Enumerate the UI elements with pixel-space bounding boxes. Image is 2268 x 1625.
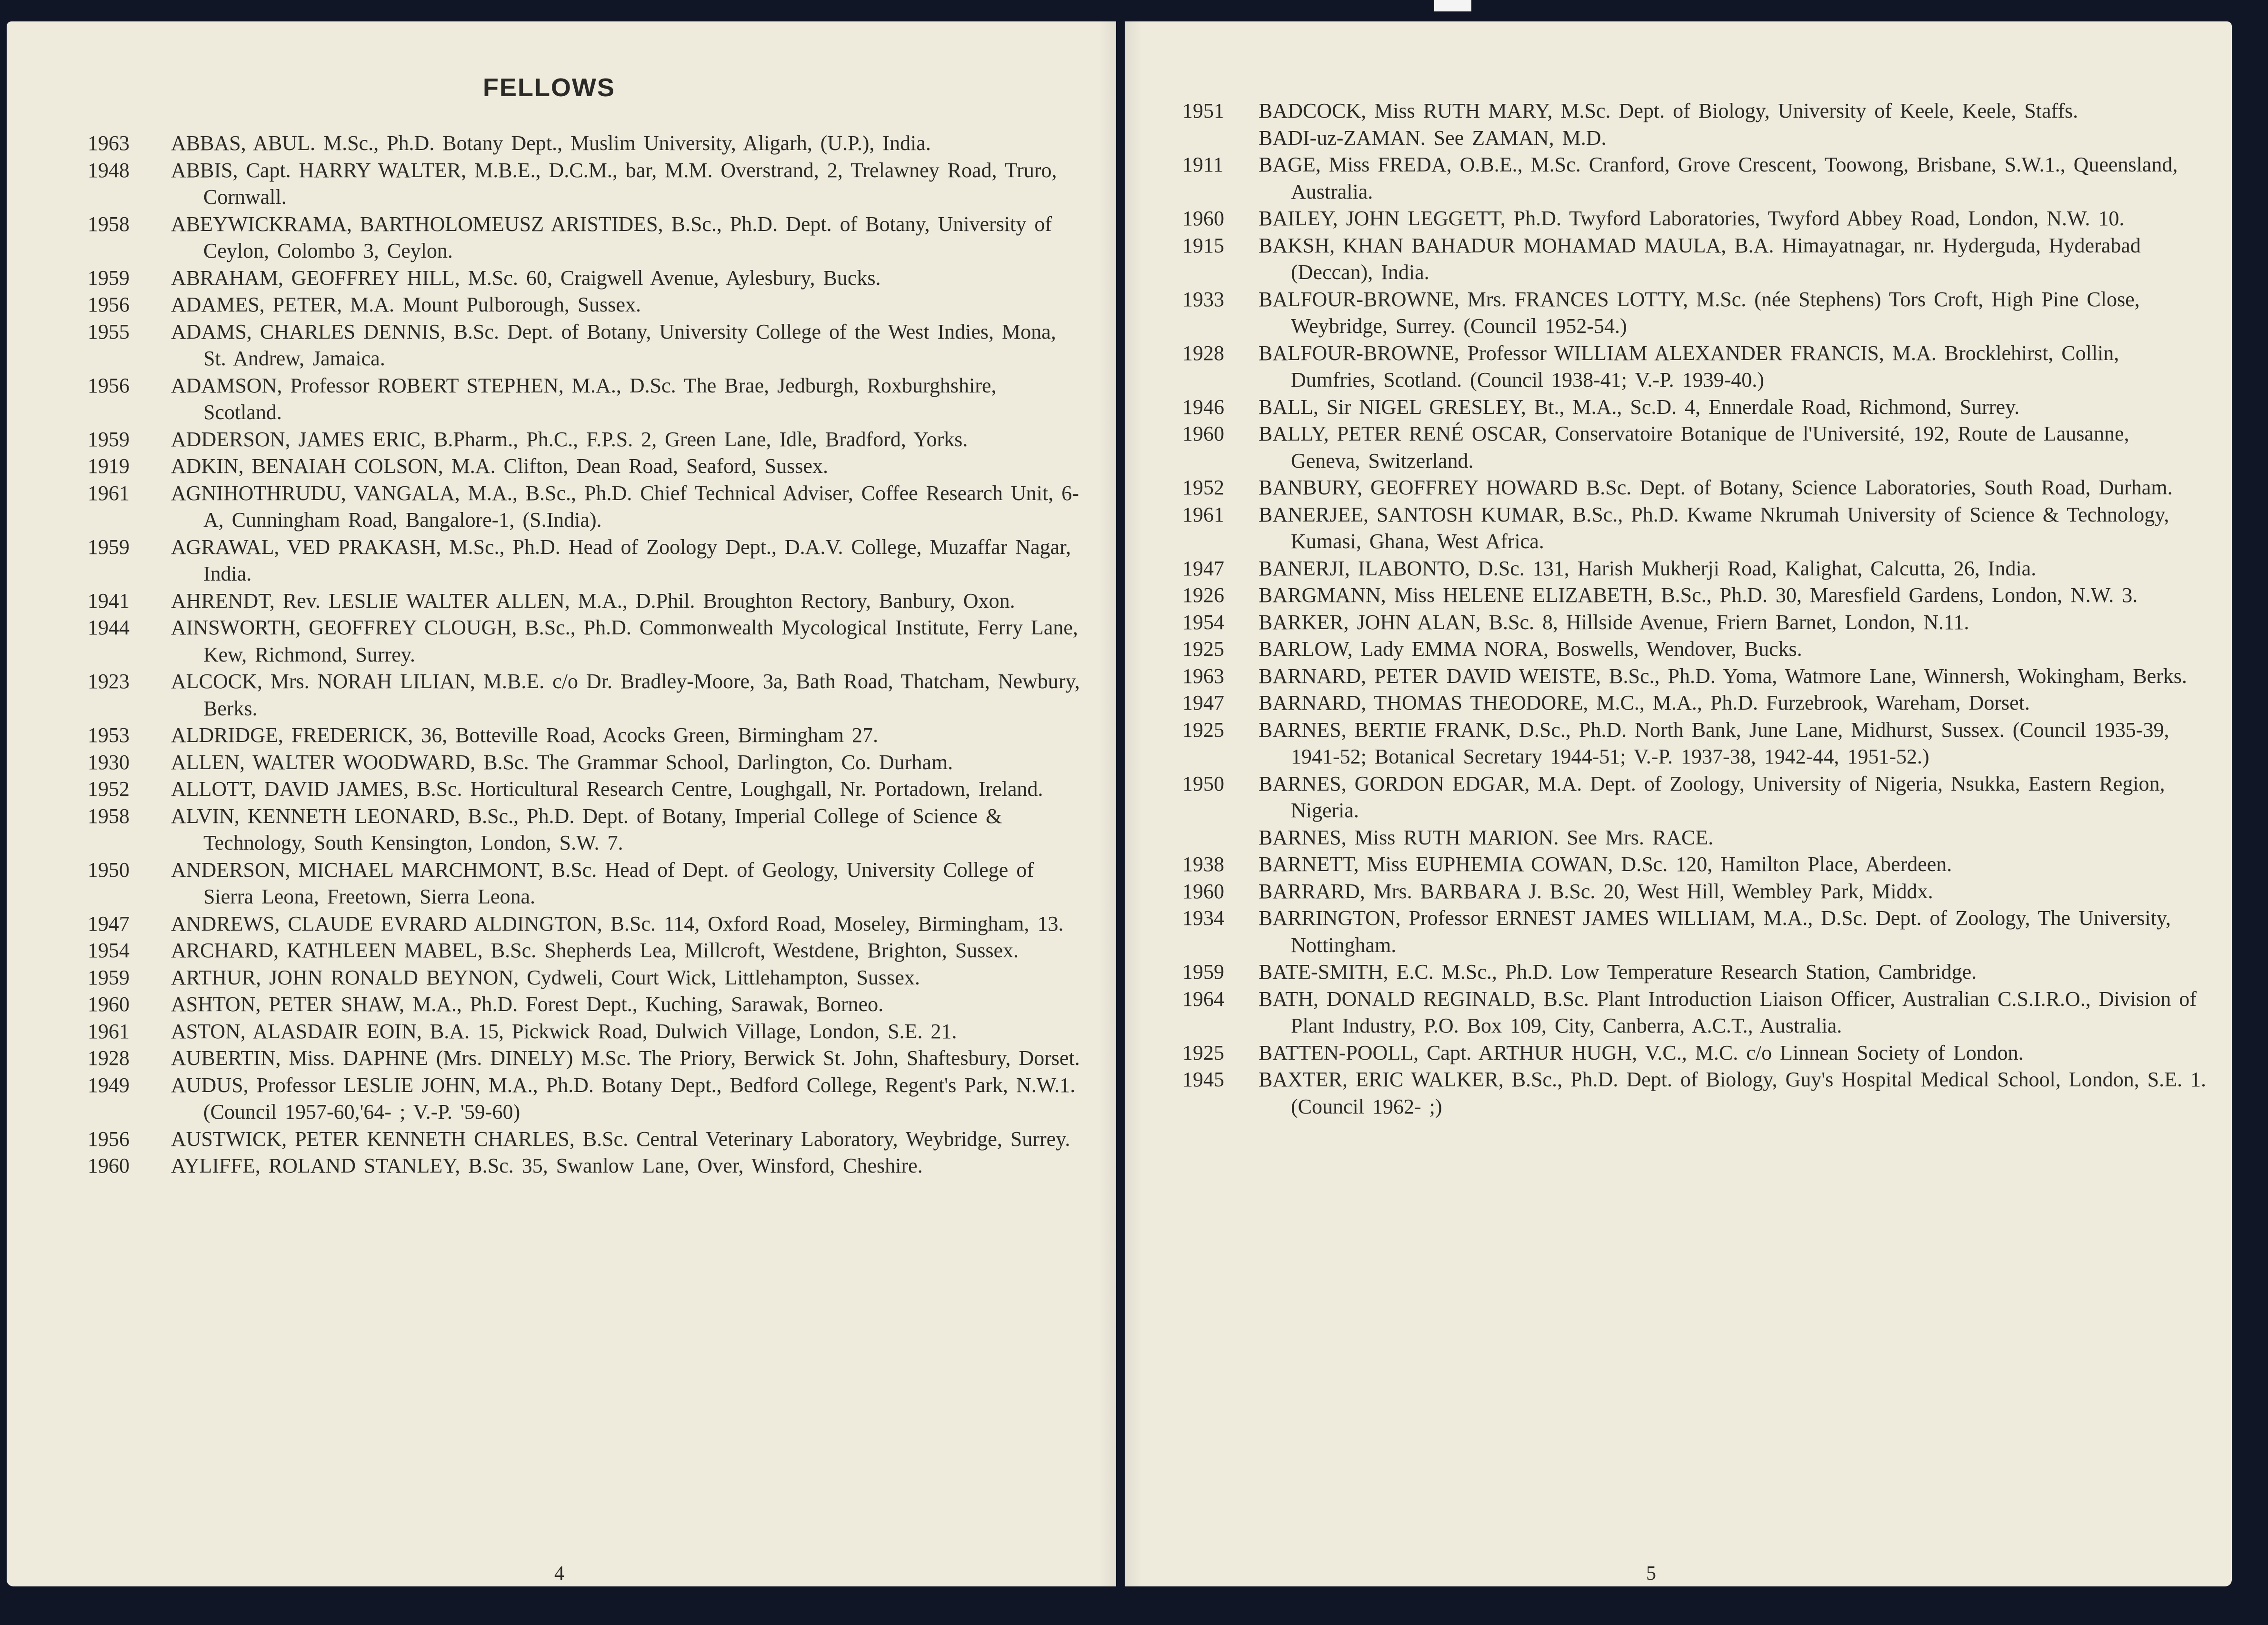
entry-text: ASTON, ALASDAIR EOIN, B.A. 15, Pickwick Road, Dulwich Village, London, S.E. 21. [171, 1019, 957, 1043]
page-number-left: 4 [554, 1563, 564, 1585]
entry-text: AINSWORTH, GEOFFREY CLOUGH, B.Sc., Ph.D. Commonwealth Mycological Institute, Ferry Lane, Kew, Richmond, Surrey. [171, 616, 1078, 666]
entry-year: 1954 [88, 939, 130, 962]
list-item [1182, 905, 2206, 959]
entry-year: 1947 [1182, 691, 1224, 714]
list-item [1182, 340, 2206, 394]
entry-year: 1955 [88, 320, 130, 343]
page-edge-tab [1434, 0, 1471, 11]
entry-year: 1938 [1182, 853, 1224, 876]
entry-text: BATTEN-POOLL, Capt. ARTHUR HUGH, V.C., M.C. c/o Linnean Society of London. [1259, 1041, 2024, 1064]
entry-text: BARNES, BERTIE FRANK, D.Sc., Ph.D. North Bank, June Lane, Midhurst, Sussex. (Council 1935-39, 1941-52; Botanical Secretary 1944-51; V.-P. 1937-38, 1942-44, 1951-52.) [1259, 718, 2169, 768]
entry-text: BARNES, Miss RUTH MARION. See Mrs. RACE. [1259, 825, 1714, 849]
entry-text: ALDRIDGE, FREDERICK, 36, Botteville Road, Acocks Green, Birmingham 27. [171, 723, 879, 747]
list-item [88, 453, 1083, 480]
list-item [1182, 878, 2206, 905]
entry-text: BADI-uz-ZAMAN. See ZAMAN, M.D. [1259, 126, 1607, 150]
list-item [88, 1126, 1083, 1153]
entry-year: 1947 [88, 912, 130, 935]
entry-text: BATH, DONALD REGINALD, B.Sc. Plant Introduction Liaison Officer, Australian C.S.I.R.O., Division of Plant Industry, P.O. Box 109, City, Canberra, A.C.T., Australia. [1259, 987, 2197, 1037]
list-item [88, 534, 1083, 588]
page-heading: FELLOWS [483, 73, 615, 102]
entry-year: 1961 [1182, 502, 1224, 526]
entry-year: 1951 [1182, 99, 1224, 122]
entry-year: 1930 [88, 750, 130, 774]
entry-text: BALFOUR-BROWNE, Professor WILLIAM ALEXANDER FRANCIS, M.A. Brocklehirst, Collin, Dumfries, Scotland. (Council 1938-41; V.-P. 1939-40.) [1259, 341, 2119, 391]
right-page [1125, 21, 2232, 1586]
entry-text: AYLIFFE, ROLAND STANLEY, B.Sc. 35, Swanlow Lane, Over, Winsford, Cheshire. [171, 1154, 923, 1177]
entry-year: 1950 [88, 858, 130, 882]
list-item [1182, 717, 2206, 771]
entry-year: 1956 [88, 373, 130, 397]
entry-year: 1915 [1182, 233, 1224, 257]
entry-year: 1944 [88, 616, 130, 639]
list-item [88, 480, 1083, 534]
entry-text: ADKIN, BENAIAH COLSON, M.A. Clifton, Dean Road, Seaford, Sussex. [171, 454, 829, 478]
entry-text: ALLOTT, DAVID JAMES, B.Sc. Horticultural Research Centre, Loughgall, Nr. Portadown, Ireland. [171, 777, 1043, 801]
list-item [1182, 474, 2206, 502]
list-item [88, 1072, 1083, 1126]
list-item [1182, 690, 2206, 717]
entry-text: AHRENDT, Rev. LESLIE WALTER ALLEN, M.A., D.Phil. Broughton Rectory, Banbury, Oxon. [171, 589, 1015, 612]
entry-year: 1946 [1182, 395, 1224, 419]
list-item [1182, 636, 2206, 663]
entry-year: 1961 [88, 481, 130, 505]
entry-year: 1960 [1182, 207, 1224, 230]
entry-text: AGRAWAL, VED PRAKASH, M.Sc., Ph.D. Head of Zoology Dept., D.A.V. College, Muzaffar Nagar, India. [171, 535, 1071, 585]
entry-text: ABEYWICKRAMA, BARTHOLOMEUSZ ARISTIDES, B.Sc., Ph.D. Dept. of Botany, University of Ceylon, Colombo 3, Ceylon. [171, 212, 1052, 262]
entry-year: 1926 [1182, 583, 1224, 607]
entry-text: BALLY, PETER RENÉ OSCAR, Conservatoire Botanique de l'Université, 192, Route de Lausanne, Geneva, Switzerland. [1259, 422, 2129, 472]
list-item [1182, 421, 2206, 474]
entry-text: BARKER, JOHN ALAN, B.Sc. 8, Hillside Avenue, Friern Barnet, London, N.11. [1259, 610, 1969, 634]
entry-text: BARNETT, Miss EUPHEMIA COWAN, D.Sc. 120, Hamilton Place, Aberdeen. [1259, 853, 1952, 876]
entry-text: BALL, Sir NIGEL GRESLEY, Bt., M.A., Sc.D. 4, Ennerdale Road, Richmond, Surrey. [1259, 395, 2020, 419]
left-page [7, 21, 1116, 1586]
entry-text: ABBAS, ABUL. M.Sc., Ph.D. Botany Dept., Muslim University, Aligarh, (U.P.), India. [171, 131, 931, 155]
entry-year: 1960 [1182, 879, 1224, 903]
entry-year: 1954 [1182, 610, 1224, 634]
entry-year: 1923 [88, 670, 130, 693]
list-item [88, 964, 1083, 992]
list-item [1182, 663, 2206, 690]
entry-year: 1928 [88, 1046, 130, 1070]
list-item [88, 776, 1083, 803]
entry-year: 1933 [1182, 287, 1224, 311]
left-entry-list [88, 130, 1083, 1180]
list-item [1182, 959, 2206, 986]
entry-year: 1919 [88, 454, 130, 478]
list-item [1182, 986, 2206, 1040]
entry-year: 1960 [1182, 422, 1224, 445]
entry-text: ALCOCK, Mrs. NORAH LILIAN, M.B.E. c/o Dr. Bradley-Moore, 3a, Bath Road, Thatcham, Newbury, Berks. [171, 670, 1080, 720]
entry-year: 1963 [88, 131, 130, 155]
entry-year: 1952 [1182, 476, 1224, 499]
list-item [1182, 98, 2206, 125]
entry-text: BARRARD, Mrs. BARBARA J. B.Sc. 20, West Hill, Wembley Park, Middx. [1259, 879, 1933, 903]
entry-year: 1958 [88, 804, 130, 828]
entry-text: ABRAHAM, GEOFFREY HILL, M.Sc. 60, Craigwell Avenue, Aylesbury, Bucks. [171, 266, 881, 290]
entry-text: BARRINGTON, Professor ERNEST JAMES WILLIAM, M.A., D.Sc. Dept. of Zoology, The University, Nottingham. [1259, 906, 2171, 957]
entry-year: 1925 [1182, 637, 1224, 661]
list-item [1182, 232, 2206, 286]
list-item [88, 911, 1083, 938]
list-item [88, 291, 1083, 319]
list-item [1182, 502, 2206, 555]
list-item [1182, 394, 2206, 421]
entry-text: BARNARD, THOMAS THEODORE, M.C., M.A., Ph.D. Furzebrook, Wareham, Dorset. [1259, 691, 2030, 714]
entry-year: 1950 [1182, 772, 1224, 795]
entry-text: BARNES, GORDON EDGAR, M.A. Dept. of Zoology, University of Nigeria, Nsukka, Eastern Region, Nigeria. [1259, 772, 2165, 822]
entry-year: 1945 [1182, 1068, 1224, 1091]
entry-year: 1949 [88, 1073, 130, 1097]
entry-text: ABBIS, Capt. HARRY WALTER, M.B.E., D.C.M., bar, M.M. Overstrand, 2, Trelawney Road, Truro, Cornwall. [171, 158, 1057, 209]
entry-text: ADAMS, CHARLES DENNIS, B.Sc. Dept. of Botany, University College of the West Indies, Mona, St. Andrew, Jamaica. [171, 320, 1056, 370]
entry-text: BADCOCK, Miss RUTH MARY, M.Sc. Dept. of Biology, University of Keele, Keele, Staffs. [1259, 99, 2078, 122]
entry-year: 1934 [1182, 906, 1224, 930]
entry-text: BATE-SMITH, E.C. M.Sc., Ph.D. Low Temperature Research Station, Cambridge. [1259, 960, 1977, 983]
entry-text: BARNARD, PETER DAVID WEISTE, B.Sc., Ph.D. Yoma, Watmore Lane, Winnersh, Wokingham, Berks. [1259, 664, 2187, 688]
list-item [88, 130, 1083, 157]
entry-text: ALVIN, KENNETH LEONARD, B.Sc., Ph.D. Dept. of Botany, Imperial College of Science & Technology, South Kensington, London, S.W. 7. [171, 804, 1002, 854]
list-item [88, 722, 1083, 749]
entry-text: BANERJEE, SANTOSH KUMAR, B.Sc., Ph.D. Kwame Nkrumah University of Science & Technology, Kumasi, Ghana, West Africa. [1259, 502, 2169, 553]
entry-text: BAILEY, JOHN LEGGETT, Ph.D. Twyford Laboratories, Twyford Abbey Road, London, N.W. 10. [1259, 207, 2125, 230]
entry-text: ARTHUR, JOHN RONALD BEYNON, Cydweli, Court Wick, Littlehampton, Sussex. [171, 965, 920, 989]
entry-year: 1956 [88, 293, 130, 316]
entry-year: 1925 [1182, 718, 1224, 742]
entry-text: BARGMANN, Miss HELENE ELIZABETH, B.Sc., Ph.D. 30, Maresfield Gardens, London, N.W. 3. [1259, 583, 2138, 607]
list-item [1182, 1066, 2206, 1120]
entry-year: 1960 [88, 993, 130, 1016]
entry-text: BALFOUR-BROWNE, Mrs. FRANCES LOTTY, M.Sc. (née Stephens) Tors Croft, High Pine Close, Weybridge, Surrey. (Council 1952-54.) [1259, 287, 2140, 338]
list-item [88, 614, 1083, 668]
entry-text: BARLOW, Lady EMMA NORA, Boswells, Wendover, Bucks. [1259, 637, 1802, 661]
entry-year: 1925 [1182, 1041, 1224, 1064]
entry-text: AUDUS, Professor LESLIE JOHN, M.A., Ph.D. Botany Dept., Bedford College, Regent's Park, N.W.1. (Council 1957-60,'64- ; V.-P. '59-60) [171, 1073, 1076, 1123]
list-item [88, 749, 1083, 776]
entry-text: ASHTON, PETER SHAW, M.A., Ph.D. Forest Dept., Kuching, Sarawak, Borneo. [171, 993, 884, 1016]
entry-text: AGNIHOTHRUDU, VANGALA, M.A., B.Sc., Ph.D. Chief Technical Adviser, Coffee Research Unit, 6-A, Cunningham Road, Bangalore-1, (S.India). [171, 481, 1079, 532]
entry-text: ANDREWS, CLAUDE EVRARD ALDINGTON, B.Sc. 114, Oxford Road, Moseley, Birmingham, 13. [171, 912, 1064, 935]
list-item [1182, 125, 2206, 152]
entry-year: 1961 [88, 1019, 130, 1043]
entry-year: 1952 [88, 777, 130, 801]
list-item [88, 857, 1083, 911]
entry-year: 1941 [88, 589, 130, 612]
entry-text: ARCHARD, KATHLEEN MABEL, B.Sc. Shepherds Lea, Millcroft, Westdene, Brighton, Sussex. [171, 939, 1019, 962]
list-item [88, 265, 1083, 292]
list-item [88, 1153, 1083, 1180]
entry-text: BAGE, Miss FREDA, O.B.E., M.Sc. Cranford, Grove Crescent, Toowong, Brisbane, S.W.1., Queensland, Australia. [1259, 153, 2178, 203]
list-item [1182, 205, 2206, 232]
list-item [88, 426, 1083, 453]
entry-text: BANERJI, ILABONTO, D.Sc. 131, Harish Mukherji Road, Kalighat, Calcutta, 26, India. [1259, 556, 2037, 580]
list-item [88, 211, 1083, 265]
list-item [88, 319, 1083, 372]
entry-year: 1958 [88, 212, 130, 236]
entry-year: 1963 [1182, 664, 1224, 688]
list-item [88, 588, 1083, 615]
list-item [1182, 151, 2206, 205]
list-item [1182, 555, 2206, 582]
list-item [1182, 1040, 2206, 1067]
entry-text: ADAMES, PETER, M.A. Mount Pulborough, Sussex. [171, 293, 641, 316]
list-item [88, 157, 1083, 211]
list-item [1182, 582, 2206, 609]
right-entry-list [1182, 98, 2206, 1120]
entry-year: 1928 [1182, 341, 1224, 365]
entry-year: 1959 [88, 535, 130, 559]
entry-text: BAXTER, ERIC WALKER, B.Sc., Ph.D. Dept. of Biology, Guy's Hospital Medical School, London, S.E. 1. (Council 1962- ;) [1259, 1068, 2206, 1118]
entry-text: BAKSH, KHAN BAHADUR MOHAMAD MAULA, B.A. Himayatnagar, nr. Hyderguda, Hyderabad (Deccan), India. [1259, 233, 2141, 284]
entry-text: AUBERTIN, Miss. DAPHNE (Mrs. DINELY) M.Sc. The Priory, Berwick St. John, Shaftesbury, Dorset. [171, 1046, 1080, 1070]
entry-text: BANBURY, GEOFFREY HOWARD B.Sc. Dept. of Botany, Science Laboratories, South Road, Durham. [1259, 476, 2173, 499]
entry-year: 1948 [88, 158, 130, 182]
entry-year: 1947 [1182, 556, 1224, 580]
entry-text: ANDERSON, MICHAEL MARCHMONT, B.Sc. Head of Dept. of Geology, University College of Sierra Leona, Freetown, Sierra Leona. [171, 858, 1034, 908]
entry-year: 1959 [88, 965, 130, 989]
entry-text: ADAMSON, Professor ROBERT STEPHEN, M.A., D.Sc. The Brae, Jedburgh, Roxburghshire, Scotland. [171, 373, 997, 424]
list-item [1182, 609, 2206, 636]
entry-year: 1960 [88, 1154, 130, 1177]
entry-year: 1953 [88, 723, 130, 747]
entry-year: 1911 [1182, 153, 1224, 176]
entry-year: 1956 [88, 1127, 130, 1151]
entry-text: ADDERSON, JAMES ERIC, B.Pharm., Ph.C., F.P.S. 2, Green Lane, Idle, Bradford, Yorks. [171, 427, 968, 451]
list-item [1182, 286, 2206, 340]
entry-text: AUSTWICK, PETER KENNETH CHARLES, B.Sc. Central Veterinary Laboratory, Weybridge, Surrey. [171, 1127, 1070, 1151]
list-item [88, 937, 1083, 964]
entry-year: 1959 [88, 266, 130, 290]
list-item [1182, 851, 2206, 878]
entry-text: ALLEN, WALTER WOODWARD, B.Sc. The Grammar School, Darlington, Co. Durham. [171, 750, 953, 774]
list-item [88, 668, 1083, 722]
list-item [1182, 771, 2206, 824]
list-item [88, 1045, 1083, 1072]
entry-year: 1959 [1182, 960, 1224, 983]
list-item [88, 1018, 1083, 1045]
entry-year: 1964 [1182, 987, 1224, 1011]
list-item [1182, 824, 2206, 852]
entry-year: 1959 [88, 427, 130, 451]
page-number-right: 5 [1646, 1563, 1656, 1585]
list-item [88, 372, 1083, 426]
list-item [88, 991, 1083, 1018]
list-item [88, 803, 1083, 857]
